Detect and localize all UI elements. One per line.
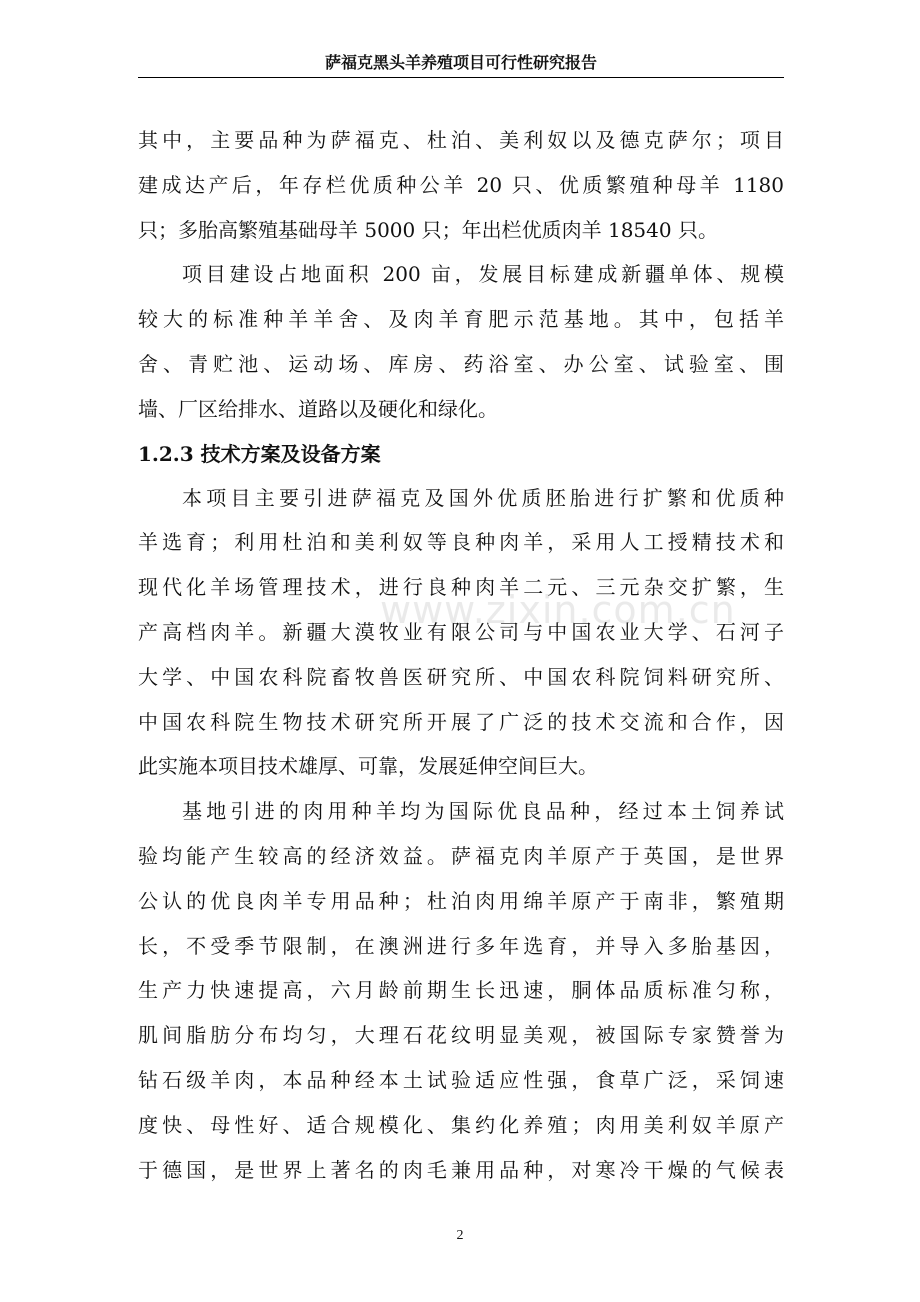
text-line: 舍、青贮池、运动场、库房、药浴室、办公室、试验室、围 [138, 351, 784, 376]
text-line: 墙、厂区给排水、道路以及硬化和绿化。 [138, 396, 498, 421]
text-line: 产高档肉羊。新疆大漠牧业有限公司与中国农业大学、石河子 [138, 619, 784, 644]
text-line: 较大的标准种羊羊舍、及肉羊育肥示范基地。其中，包括羊 [138, 307, 784, 332]
text-line: 羊选育；利用杜泊和美利奴等良种肉羊，采用人工授精技术和 [138, 530, 784, 555]
text-line: 验均能产生较高的经济效益。萨福克肉羊原产于英国，是世界 [138, 843, 784, 868]
text-line: 长，不受季节限制，在澳洲进行多年选育，并导入多胎基因， [138, 933, 784, 958]
text-line: 此实施本项目技术雄厚、可靠，发展延伸空间巨大。 [138, 754, 598, 779]
text-line: 本项目主要引进萨福克及国外优质胚胎进行扩繁和优质种 [182, 485, 784, 510]
text-line: 肌间脂肪分布均匀，大理石花纹明显美观，被国际专家赞誉为 [138, 1023, 784, 1048]
section-heading: 1.2.3 技术方案及设备方案 [138, 441, 381, 466]
page-number: 2 [456, 1228, 464, 1243]
header-divider [138, 77, 784, 78]
watermark: www.zixin.com.cn [380, 588, 736, 632]
text-line: 项目建设占地面积 200 亩，发展目标建成新疆单体、规模 [182, 262, 784, 287]
text-line: 基地引进的肉用种羊均为国际优良品种，经过本土饲养试 [182, 799, 784, 824]
text-line: 建成达产后，年存栏优质种公羊 20 只、优质繁殖种母羊 1180 [138, 172, 784, 197]
text-line: 度快、母性好、适合规模化、集约化养殖；肉用美利奴羊原产 [138, 1112, 784, 1137]
text-line: 只；多胎高繁殖基础母羊 5000 只；年出栏优质肉羊 18540 只。 [138, 217, 718, 242]
text-line: 于德国，是世界上著名的肉毛兼用品种，对寒冷干燥的气候表 [138, 1157, 784, 1182]
text-line: 钻石级羊肉，本品种经本土试验适应性强，食草广泛，采饲速 [138, 1067, 784, 1092]
text-line: 公认的优良肉羊专用品种；杜泊肉用绵羊原产于南非，繁殖期 [138, 888, 784, 913]
page-header-title: 萨福克黑头羊养殖项目可行性研究报告 [324, 53, 597, 72]
text-line: 大学、中国农科院畜牧兽医研究所、中国农科院饲料研究所、 [138, 664, 784, 689]
text-line: 生产力快速提高，六月龄前期生长迅速，胴体品质标准匀称， [138, 978, 784, 1003]
text-line: 现代化羊场管理技术，进行良种肉羊二元、三元杂交扩繁，生 [138, 575, 784, 600]
text-line: 其中，主要品种为萨福克、杜泊、美利奴以及德克萨尔；项目 [138, 128, 784, 152]
document-body [138, 118, 784, 1192]
text-line: 中国农科院生物技术研究所开展了广泛的技术交流和合作，因 [138, 709, 784, 734]
